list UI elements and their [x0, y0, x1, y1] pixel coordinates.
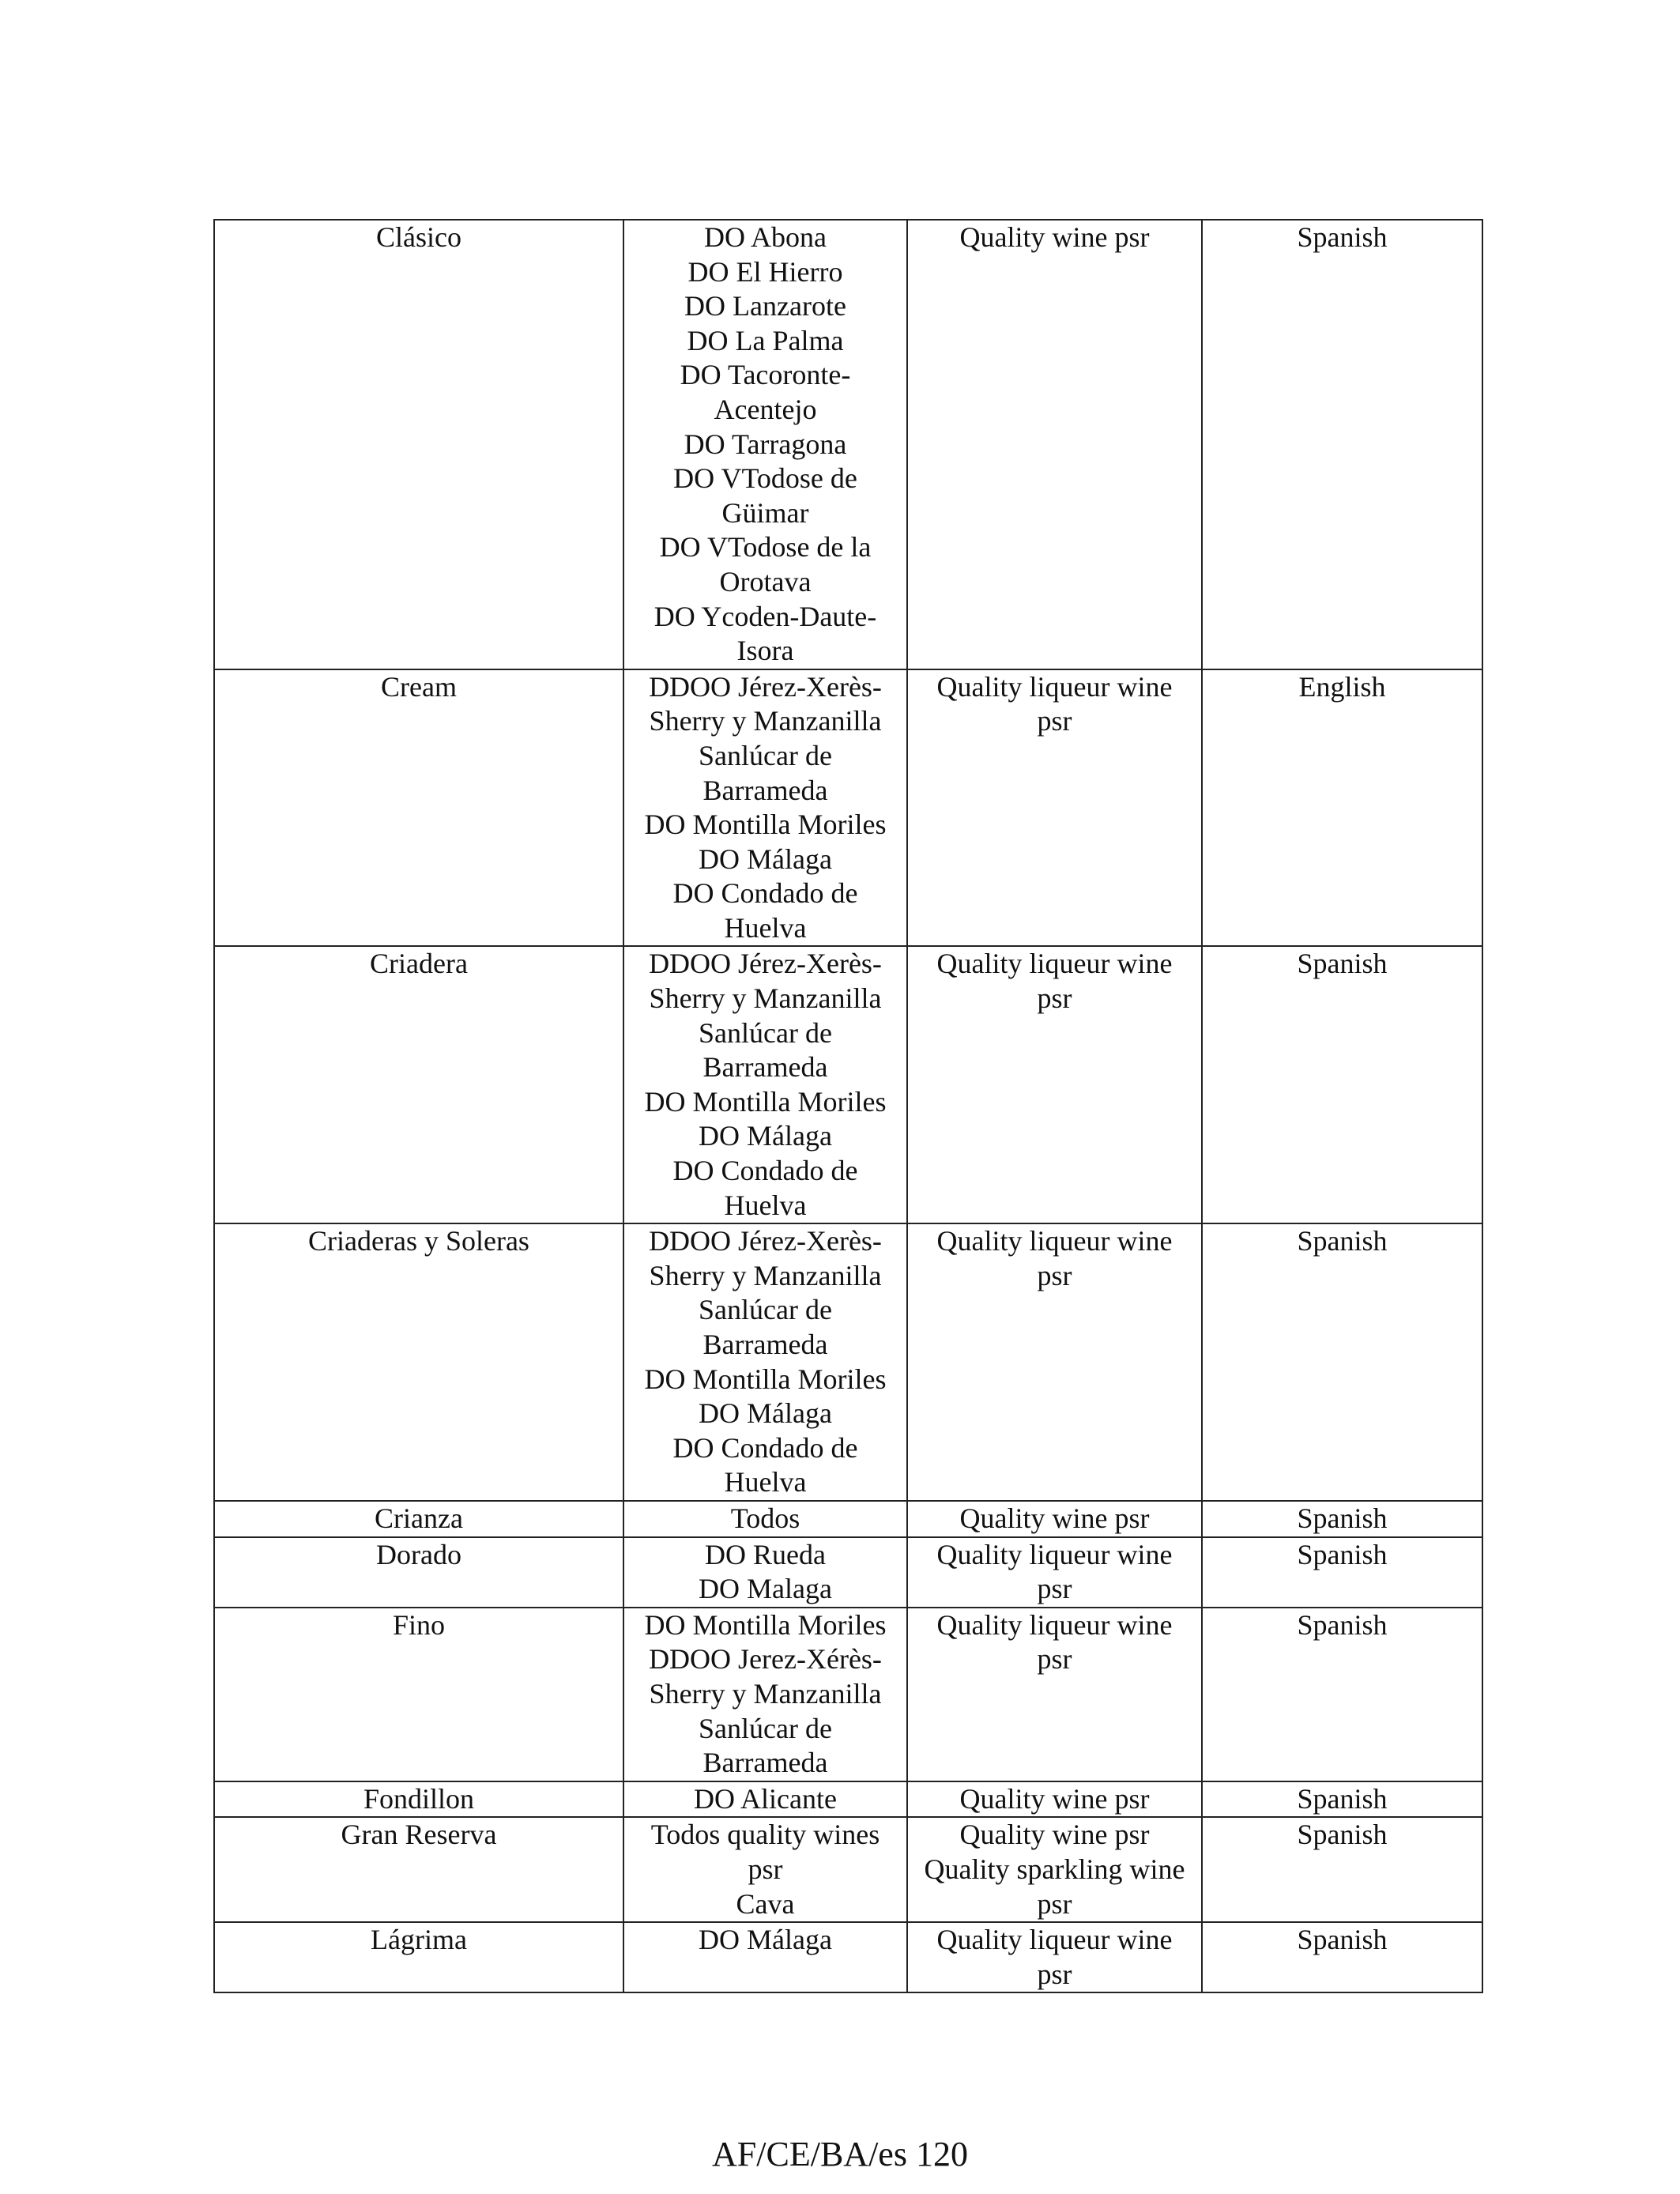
regions-line: Cava	[736, 1887, 795, 1920]
regions-line: DO Alicante	[694, 1782, 837, 1815]
regions-line: Huelva	[724, 1466, 807, 1498]
regions-line: DDOO Jérez-Xerès-	[649, 1225, 882, 1257]
category-line: Quality liqueur wine	[936, 948, 1173, 980]
table-row	[214, 1608, 1482, 1781]
category-line: Quality sparkling wine	[924, 1853, 1185, 1885]
language-line: Spanish	[1297, 1924, 1388, 1956]
regions-line: Sherry y Manzanilla	[649, 1677, 882, 1710]
category-line: Quality liqueur wine	[936, 1608, 1173, 1641]
regions-line: DO Málaga	[699, 1397, 832, 1430]
regions-line: DDOO Jérez-Xerès-	[649, 670, 882, 703]
regions-line: DDOO Jerez-Xérès-	[649, 1643, 882, 1676]
regions-line: Sanlúcar de	[699, 1016, 832, 1049]
language-line: Spanish	[1297, 221, 1388, 253]
term-line: Fino	[392, 1608, 446, 1641]
language-line: Spanish	[1297, 948, 1388, 980]
language-cell	[1202, 1817, 1482, 1922]
regions-line: DO El Hierro	[687, 255, 843, 288]
regions-cell	[623, 1608, 907, 1781]
regions-line: DO Málaga	[699, 843, 832, 875]
language-line: Spanish	[1297, 1608, 1388, 1641]
regions-line: Barrameda	[703, 1747, 828, 1779]
category-cell	[907, 220, 1202, 669]
category-line: psr	[1037, 1958, 1072, 1990]
language-cell	[1202, 1922, 1482, 1992]
page-reference: AF/CE/BA/es 120	[712, 2135, 968, 2173]
term-line: Criaderas y Soleras	[308, 1225, 529, 1257]
regions-line: DO VTodose de la	[659, 531, 872, 564]
language-cell	[1202, 1781, 1482, 1818]
table-row	[214, 946, 1482, 1223]
term-line: Clásico	[376, 221, 461, 253]
category-line: psr	[1037, 1887, 1072, 1920]
regions-line: Todos quality wines	[650, 1819, 880, 1851]
category-line: Quality liqueur wine	[936, 1225, 1173, 1257]
category-line: Quality wine psr	[959, 1502, 1150, 1534]
term-line: Crianza	[375, 1502, 463, 1534]
category-cell	[907, 1781, 1202, 1818]
language-line: Spanish	[1297, 1225, 1388, 1257]
regions-line: Orotava	[719, 565, 812, 598]
regions-line: Huelva	[724, 1189, 807, 1221]
category-line: psr	[1037, 705, 1072, 737]
term-line: Fondillon	[363, 1782, 475, 1815]
category-cell	[907, 1922, 1202, 1992]
category-line: Quality wine psr	[959, 1819, 1150, 1851]
table-row	[214, 1781, 1482, 1818]
table-row	[214, 669, 1482, 947]
language-line: English	[1298, 670, 1386, 703]
regions-line: DO Málaga	[699, 1924, 832, 1956]
regions-line: DO Condado de	[672, 1155, 858, 1187]
category-line: Quality wine psr	[959, 1782, 1150, 1815]
regions-line: DO Montilla Moriles	[644, 809, 887, 841]
regions-line: Acentejo	[714, 393, 817, 425]
regions-line: DO Montilla Moriles	[644, 1085, 887, 1118]
regions-line: DO Abona	[704, 221, 827, 253]
regions-cell	[623, 1501, 907, 1537]
language-cell	[1202, 220, 1482, 669]
table-row	[214, 1223, 1482, 1501]
regions-line: DO Montilla Moriles	[644, 1363, 887, 1395]
table-body	[214, 220, 1482, 1992]
term-cell	[214, 1537, 623, 1608]
table-row	[214, 1537, 1482, 1608]
regions-line: Sherry y Manzanilla	[649, 705, 882, 737]
regions-line: Barrameda	[703, 1051, 828, 1084]
term-line: Dorado	[376, 1538, 461, 1570]
language-line: Spanish	[1297, 1819, 1388, 1851]
regions-line: DO Ycoden-Daute-	[654, 600, 877, 632]
language-line: Spanish	[1297, 1538, 1388, 1570]
regions-line: DO Tarragona	[684, 428, 847, 460]
table-row	[214, 1501, 1482, 1537]
term-line: Cream	[381, 670, 457, 703]
regions-cell	[623, 1223, 907, 1501]
language-cell	[1202, 1608, 1482, 1781]
language-line: Spanish	[1297, 1502, 1388, 1534]
category-line: psr	[1037, 1259, 1072, 1291]
regions-line: DO VTodose de	[673, 462, 857, 495]
category-cell	[907, 946, 1202, 1223]
regions-cell	[623, 1537, 907, 1608]
regions-cell	[623, 220, 907, 669]
regions-cell	[623, 946, 907, 1223]
language-cell	[1202, 1501, 1482, 1537]
regions-line: Isora	[736, 635, 794, 667]
regions-line: DO Málaga	[699, 1120, 832, 1152]
category-cell	[907, 1223, 1202, 1501]
table-row	[214, 220, 1482, 669]
regions-line: DO Lanzarote	[684, 290, 846, 322]
category-line: psr	[1037, 982, 1072, 1015]
regions-line: Güimar	[721, 496, 809, 529]
regions-line: Barrameda	[703, 1329, 828, 1360]
regions-line: DDOO Jérez-Xerès-	[649, 948, 882, 980]
regions-line: DO Rueda	[705, 1538, 826, 1570]
language-cell	[1202, 1537, 1482, 1608]
regions-cell	[623, 669, 907, 947]
category-cell	[907, 1501, 1202, 1537]
category-line: psr	[1037, 1643, 1072, 1676]
term-cell	[214, 1608, 623, 1781]
term-line: Lágrima	[371, 1924, 467, 1956]
regions-cell	[623, 1817, 907, 1922]
term-cell	[214, 669, 623, 947]
language-line: Spanish	[1297, 1782, 1388, 1815]
category-line: Quality liqueur wine	[936, 1538, 1173, 1570]
regions-line: Sanlúcar de	[699, 1712, 832, 1744]
term-cell	[214, 1781, 623, 1818]
term-line: Criadera	[370, 948, 468, 980]
regions-line: Sherry y Manzanilla	[649, 1259, 882, 1291]
table-row	[214, 1817, 1482, 1922]
regions-line: DO Malaga	[699, 1573, 832, 1605]
category-cell	[907, 1608, 1202, 1781]
regions-line: Sanlúcar de	[699, 1294, 832, 1326]
regions-line: DO Condado de	[672, 877, 858, 910]
regions-line: DO Montilla Moriles	[644, 1608, 887, 1641]
regions-line: DO Condado de	[672, 1431, 858, 1464]
language-cell	[1202, 669, 1482, 947]
regions-line: Huelva	[724, 911, 807, 944]
term-cell	[214, 1817, 623, 1922]
regions-line: DO La Palma	[687, 324, 844, 356]
table-row	[214, 1922, 1482, 1992]
category-cell	[907, 669, 1202, 947]
regions-line: DO Tacoronte-	[680, 359, 851, 391]
wine-terms-table	[213, 219, 1483, 1993]
regions-line: Todos	[730, 1502, 800, 1534]
regions-cell	[623, 1922, 907, 1992]
term-line: Gran Reserva	[341, 1819, 497, 1851]
term-cell	[214, 1922, 623, 1992]
language-cell	[1202, 946, 1482, 1223]
regions-cell	[623, 1781, 907, 1818]
category-line: Quality liqueur wine	[936, 670, 1173, 703]
term-cell	[214, 1501, 623, 1537]
category-line: Quality liqueur wine	[936, 1924, 1173, 1956]
term-cell	[214, 1223, 623, 1501]
category-cell	[907, 1817, 1202, 1922]
regions-line: Sherry y Manzanilla	[649, 982, 882, 1015]
regions-line: psr	[748, 1853, 783, 1885]
regions-line: Barrameda	[703, 774, 828, 806]
language-cell	[1202, 1223, 1482, 1501]
term-cell	[214, 220, 623, 669]
category-line: psr	[1037, 1573, 1072, 1605]
category-cell	[907, 1537, 1202, 1608]
term-cell	[214, 946, 623, 1223]
category-line: Quality wine psr	[959, 221, 1150, 253]
regions-line: Sanlúcar de	[699, 739, 832, 771]
